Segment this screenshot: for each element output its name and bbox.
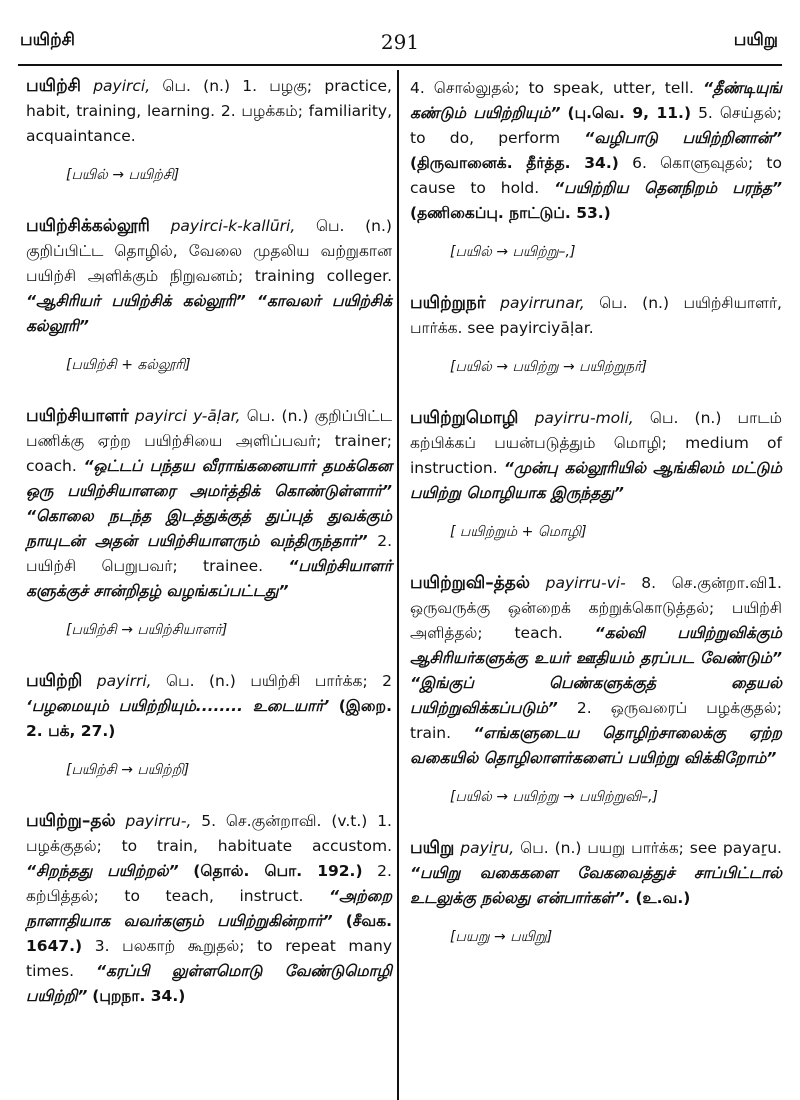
definition: பெ. (n.) குறிப்பிட்ட பணிக்கு ஏற்ற பயிற்சியை அளிப்பவர்; trainer; coach. — [26, 407, 392, 475]
citation: (இறை. 2. பக், 27.) — [26, 697, 392, 740]
definition-2: 2. கற்பித்தல்; to teach, instruct. — [26, 862, 392, 905]
definition: 4. சொல்லுதல்; to speak, utter, tell. — [410, 79, 694, 97]
definition: பெ. (n.) பயிற்சி பார்க்க; 2 — [166, 672, 393, 690]
etymology: [பயில் → பயிற்று–,] — [450, 244, 576, 260]
example-quote: ‘பழமையும் பயிற்றியும்........ உடையார்’ — [26, 697, 330, 715]
headword: பயிற்சி — [26, 76, 81, 96]
citation-3: (புறநா. 34.) — [92, 987, 186, 1005]
etymology: [பயிற்சி → பயிற்றி] — [66, 762, 190, 778]
citation: (உ.வ.) — [635, 889, 691, 907]
header-left-guide-word: பயிற்சி — [20, 30, 75, 50]
definition-3: 3. பலகாற் கூறுதல்; to repeat many times. — [26, 937, 392, 980]
definition: பெ. (n.) குறிப்பிட்ட தொழில், வேலை முதலிய வற்றுகான பயிற்சி அளிக்கும் நிறுவனம்; training colleger. — [26, 217, 392, 285]
etymology: [பயில் → பயிற்று → பயிற்றுநர்] — [450, 359, 647, 375]
entry-payirrunar — [410, 291, 782, 380]
example-quote: “சிறந்தது பயிற்றல்” — [26, 862, 179, 880]
definition: பெ. (n.) பாடம் கற்பிக்கப் பயன்படுத்தும் மொழி; medium of instruction. — [410, 409, 783, 477]
entry-payirru-vi-ttal — [410, 571, 782, 810]
header-rule — [18, 64, 782, 66]
citation: (தொல். பொ. 192.) — [193, 862, 363, 880]
right-column — [410, 76, 782, 976]
definition: பெ. (n.) பயிற்சியாளர், பார்க்க. see payirciyāḷar. — [410, 294, 782, 337]
headword: பயிற்றுவி–த்தல் — [410, 573, 530, 593]
citation-2: (திருவானைக். தீர்த்த. 34.) — [410, 154, 619, 172]
example-quote-2: “எங்களுடைய தொழிற்சாலைக்கு ஏற்ற வகையில் தொழிலாளர்களைப் பயிற்று விக்கிறோம்” — [410, 724, 782, 767]
left-column — [26, 74, 392, 1035]
headword: பயிறு — [410, 838, 455, 858]
transliteration: payiṟu, — [460, 839, 515, 857]
etymology: [பயில் → பயிற்று → பயிற்றுவி–,] — [450, 789, 659, 805]
header-right-guide-word: பயிறு — [733, 30, 778, 50]
citation-3: (தணிகைப்பு. நாட்டுப். 53.) — [410, 204, 611, 222]
etymology: [ பயிற்றும் + மொழி] — [450, 524, 587, 540]
transliteration: payirru-vi- — [545, 574, 626, 592]
headword: பயிற்றி — [26, 671, 83, 691]
citation-2: (சீவக. 1647.) — [26, 912, 392, 955]
headword: பயிற்றுநர் — [410, 293, 486, 313]
headword: பயிற்று–தல் — [26, 811, 116, 831]
entry-payirri — [26, 669, 392, 783]
transliteration: payirru-, — [125, 812, 192, 830]
page-number: 291 — [380, 30, 420, 54]
example-quote-2: “பயிற்சியாளர் களுக்குச் சான்றிதழ் வழங்கப்பட்டது” — [26, 557, 392, 600]
transliteration: payirci y-āḷar, — [134, 407, 241, 425]
column-divider — [397, 70, 399, 1100]
example-quote-3: “பயிற்றிய தெனநிறம் பரந்த” — [554, 179, 782, 197]
transliteration: payirci-k-kallūri, — [170, 217, 296, 235]
definition: பெ. (n.) 1. பழகு; practice, habit, training, learning. 2. பழக்கம்; familiarity, acquaintance. — [26, 77, 392, 145]
example-quote: “பயிறு வகைகளை வேகவைத்துச் சாப்பிட்டால் உடலுக்கு நல்லது என்பார்கள்”. — [410, 864, 782, 907]
definition: பெ. (n.) பயறு பார்க்க; see payaṟu. — [520, 839, 782, 857]
entry-payirru-moli — [410, 406, 782, 545]
example-quote-3: “கரப்பி லுள்ளமொடு வேண்டுமொழி பயிற்றி” — [26, 962, 392, 1005]
headword: பயிற்றுமொழி — [410, 408, 519, 428]
example-quote-2: “அற்றை நாளாதியாக வவர்களும் பயிற்றுகின்றார்” — [26, 887, 392, 930]
entry-payirci — [26, 74, 392, 188]
etymology: [பயிற்சி → பயிற்சியாளர்] — [66, 622, 228, 638]
example-quote: “ஆசிரியர் பயிற்சிக் கல்லூரி” “காவலர் பயிற்சிக் கல்லூரி” — [26, 292, 392, 335]
definition-2: 2. பயிற்சி பெறுபவர்; trainee. — [26, 532, 392, 575]
definition-2: 5. செய்தல்; to do, perform — [410, 104, 782, 147]
headword: பயிற்சியாளர் — [26, 406, 129, 426]
example-quote: “ஒட்டப் பந்தய வீராங்கனையார் தமக்கென ஒரு பயிற்சியாளரை அமர்த்திக் கொண்டுள்ளார்” “கொலை நடந்த இடத்துக்குத் துப்புத் துவக்கும் நாயுடன் அதன் பயிற்சியாளரும் வந்திருந்தார்” — [26, 457, 392, 550]
etymology: [பயறு → பயிறு] — [450, 929, 553, 945]
headword: பயிற்சிக்கல்லூரி — [26, 216, 150, 236]
definition-2: 2. ஒருவரைப் பழக்குதல்; train. — [410, 699, 782, 742]
entry-payirru-tal — [26, 809, 392, 1009]
example-quote: “முன்பு கல்லூரியில் ஆங்கிலம் மட்டும் பயிற்று மொழியாக இருந்தது” — [410, 459, 782, 502]
etymology: [பயில் → பயிற்சி] — [66, 167, 180, 183]
citation: (பு.வெ. 9, 11.) — [567, 104, 692, 122]
page-header — [0, 0, 800, 60]
example-quote-2: “வழிபாடு பயிற்றினான்” — [584, 129, 782, 147]
example-quote: “கல்வி பயிற்றுவிக்கும் ஆசிரியர்களுக்கு உயர் ஊதியம் தரப்பட வேண்டும்” “இங்குப் பெண்களுக்குத் தையல் பயிற்றுவிக்கப்படும்” — [410, 624, 782, 717]
transliteration: payirci, — [93, 77, 151, 95]
entry-payirciyalar — [26, 404, 392, 643]
transliteration: payirri, — [96, 672, 152, 690]
definition: 5. செ.குன்றாவி. (v.t.) 1. பழக்குதல்; to train, habituate accustom. — [26, 812, 392, 855]
transliteration: payirrunar, — [500, 294, 585, 312]
transliteration: payirru-moli, — [534, 409, 634, 427]
etymology: [பயிற்சி + கல்லூரி] — [66, 357, 191, 373]
example-quote: “தீண்டியுங் கண்டும் பயிற்றியும்” — [410, 79, 782, 122]
entry-payirru-tal-continued — [410, 76, 782, 265]
definition: 8. செ.குன்றா.வி1. ஒருவருக்கு ஒன்றைக் கற்றுக்கொடுத்தல்; பயிற்சி அளித்தல்; teach. — [410, 574, 782, 642]
entry-payiru — [410, 836, 782, 950]
entry-payirci-k-kalluri — [26, 214, 392, 378]
definition-3: 6. கொளுவுதல்; to cause to hold. — [410, 154, 782, 197]
